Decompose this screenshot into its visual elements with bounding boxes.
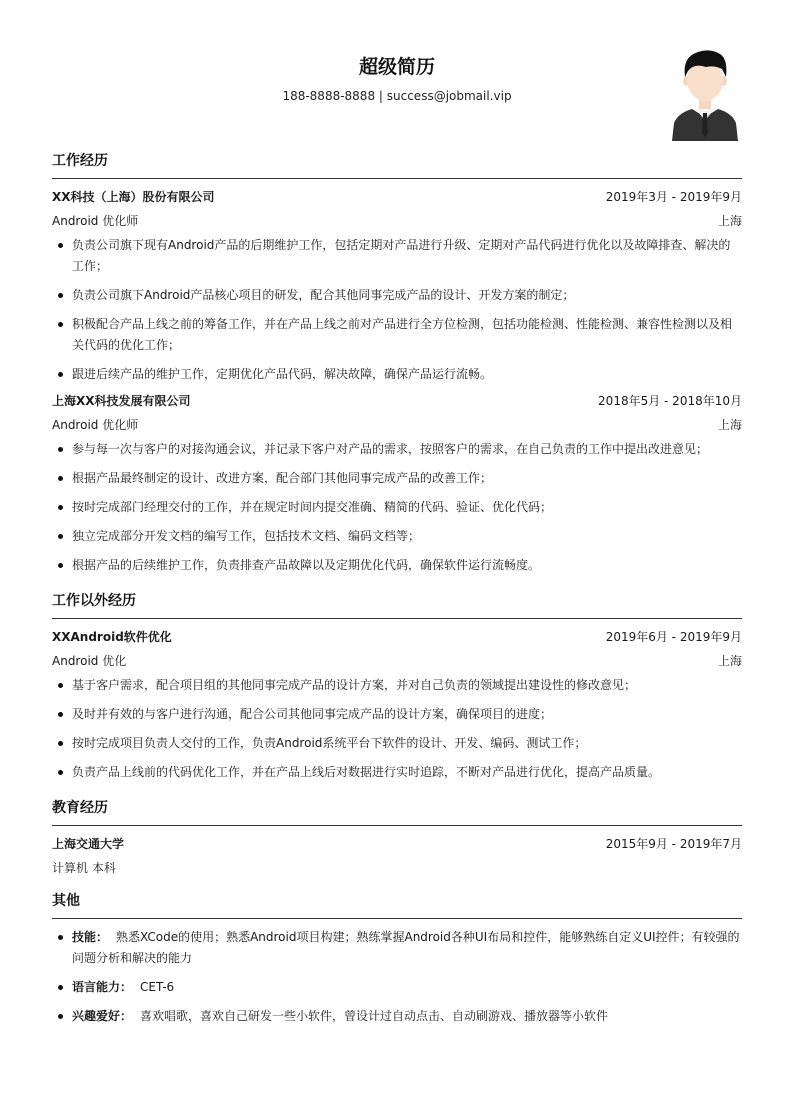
- education-sub: [52, 860, 742, 876]
- other-section: [52, 890, 742, 1027]
- resume-name: 超级简历: [358, 56, 435, 78]
- list-item: 根据产品最终制定的设计、改进方案，配合部门其他同事完成产品的改善工作；: [52, 468, 742, 489]
- hobby-label: 兴趣爱好：: [72, 1009, 133, 1023]
- extra-entry-1-bullets: [52, 675, 742, 783]
- work-entry-2-sub: [52, 417, 742, 433]
- date-range: 2018年5月 - 2018年10月: [598, 394, 742, 408]
- language-label: 语言能力：: [72, 980, 133, 994]
- resume-header: [0, 0, 794, 150]
- project-location: 上海: [717, 654, 742, 668]
- list-item: [52, 1006, 742, 1027]
- education-section: [52, 797, 742, 876]
- job-role: Android 优化师: [52, 214, 139, 228]
- work-entry-1-bullets: [52, 235, 742, 385]
- list-item: 负责产品上线前的代码优化工作，并在产品上线后对数据进行实时追踪，不断对产品进行优化，提高产品质量。: [52, 762, 742, 783]
- skill-label: 技能：: [72, 930, 109, 944]
- work-entry-1-sub: [52, 213, 742, 229]
- section-title-education: 教育经历: [52, 797, 742, 826]
- company-name: XX科技（上海）股份有限公司: [52, 190, 215, 204]
- extra-section: [52, 590, 742, 783]
- job-role: Android 优化师: [52, 418, 139, 432]
- work-entry-2-head: [52, 393, 742, 409]
- project-name: XXAndroid软件优化: [52, 630, 172, 644]
- work-entry-1-head: [52, 189, 742, 205]
- date-range: 2015年9月 - 2019年7月: [605, 837, 742, 851]
- list-item: 独立完成部分开发文档的编写工作，包括技术文档、编码文档等；: [52, 526, 742, 547]
- company-name: 上海XX科技发展有限公司: [52, 394, 191, 408]
- language-value: CET-6: [140, 980, 175, 994]
- major: 计算机 本科: [52, 861, 116, 875]
- contact-info: 188-8888-8888 | success@jobmail.vip: [282, 89, 512, 103]
- list-item: [52, 977, 742, 998]
- list-item: 按时完成项目负责人交付的工作，负责Android系统平台下软件的设计、开发、编码、测试工作；: [52, 733, 742, 754]
- project-role: Android 优化: [52, 654, 127, 668]
- section-title-other: 其他: [52, 890, 742, 919]
- resume-content: [52, 150, 742, 1041]
- work-entry-2-bullets: [52, 439, 742, 576]
- education-head: [52, 836, 742, 852]
- job-location: 上海: [717, 214, 742, 228]
- extra-entry-1-head: [52, 629, 742, 645]
- date-range: 2019年3月 - 2019年9月: [605, 190, 742, 204]
- list-item: 基于客户需求，配合项目组的其他同事完成产品的设计方案，并对自己负责的领域提出建设性的修改意见；: [52, 675, 742, 696]
- section-title-work: 工作经历: [52, 150, 742, 179]
- skill-value: 熟悉XCode的使用；熟悉Android项目构建；熟练掌握Android各种UI布局和控件，能够熟练自定义UI控件；有较强的问题分析和解决的能力: [72, 930, 740, 965]
- job-location: 上海: [717, 418, 742, 432]
- list-item: 积极配合产品上线之前的筹备工作，并在产品上线之前对产品进行全方位检测，包括功能检测、性能检测、兼容性检测以及相关代码的优化工作；: [52, 314, 742, 356]
- list-item: 负责公司旗下现有Android产品的后期维护工作，包括定期对产品进行升级、定期对产品代码进行优化以及故障排查、解决的工作；: [52, 235, 742, 277]
- list-item: 及时并有效的与客户进行沟通，配合公司其他同事完成产品的设计方案，确保项目的进度；: [52, 704, 742, 725]
- extra-entry-1-sub: [52, 653, 742, 669]
- avatar: [670, 47, 740, 141]
- section-title-extra: 工作以外经历: [52, 590, 742, 619]
- list-item: 根据产品的后续维护工作，负责排查产品故障以及定期优化代码，确保软件运行流畅度。: [52, 555, 742, 576]
- other-bullets: [52, 927, 742, 1027]
- list-item: 参与每一次与客户的对接沟通会议，并记录下客户对产品的需求，按照客户的需求，在自己负责的工作中提出改进意见；: [52, 439, 742, 460]
- date-range: 2019年6月 - 2019年9月: [605, 630, 742, 644]
- list-item: [52, 927, 742, 969]
- school-name: 上海交通大学: [52, 837, 125, 851]
- list-item: 负责公司旗下Android产品核心项目的研发，配合其他同事完成产品的设计、开发方案的制定；: [52, 285, 742, 306]
- list-item: 跟进后续产品的维护工作，定期优化产品代码，解决故障，确保产品运行流畅。: [52, 364, 742, 385]
- list-item: 按时完成部门经理交付的工作，并在规定时间内提交准确、精简的代码、验证、优化代码；: [52, 497, 742, 518]
- work-section: [52, 150, 742, 576]
- hobby-value: 喜欢唱歌，喜欢自己研发一些小软件，曾设计过自动点击、自动刷游戏、播放器等小软件: [140, 1009, 609, 1023]
